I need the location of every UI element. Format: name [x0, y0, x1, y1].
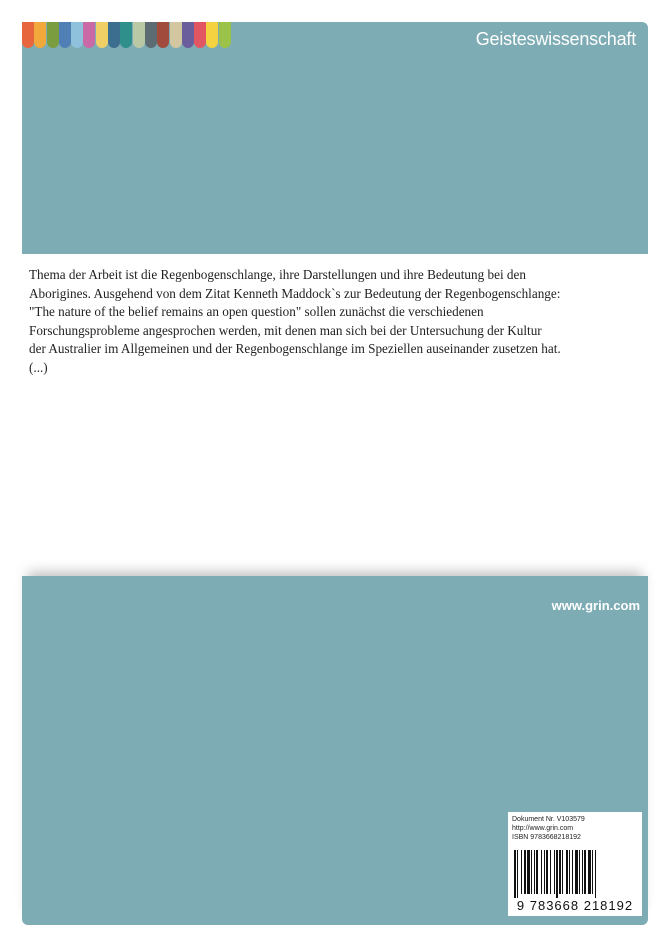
description-line: "The nature of the belief remains an open question" sollen zunächst die verschiedenen [29, 304, 484, 320]
description-line: der Australier im Allgemeinen und der Regenbogenschlange im Speziellen auseinander zusetzen hat. [29, 341, 561, 357]
spine-16 [219, 22, 231, 48]
spine-13 [182, 22, 194, 48]
cover-bottom-panel [22, 576, 648, 925]
spine-1 [34, 22, 46, 48]
description-line: Forschungsprobleme angesprochen werden, mit denen man sich bei der Untersuchung der Kultur [29, 322, 542, 338]
description-line: (...) [29, 359, 48, 375]
barcode-bar [575, 850, 578, 894]
barcode-bar [559, 850, 561, 894]
spine-5 [83, 22, 95, 48]
spine-3 [59, 22, 71, 48]
spine-10 [145, 22, 157, 48]
barcode-bar [588, 850, 591, 894]
spine-0 [22, 22, 34, 48]
barcode-bar [550, 850, 551, 894]
barcode-bar [584, 850, 586, 894]
barcode-label [508, 812, 642, 916]
spine-15 [206, 22, 218, 48]
document-number: Dokument Nr. V103579 [512, 816, 585, 823]
barcode-bar [544, 850, 545, 894]
barcode-bar [527, 850, 530, 894]
spine-14 [194, 22, 206, 48]
spine-12 [170, 22, 182, 48]
description-text [29, 266, 629, 378]
color-spine-strip [22, 22, 231, 48]
isbn-digits: 9 783668 218192 [516, 898, 634, 913]
description-line: Thema der Arbeit ist die Regenbogenschlange, ihre Darstellungen und ihre Bedeutung bei den [29, 267, 526, 282]
barcode-bar [582, 850, 583, 894]
publisher-website[interactable]: www.grin.com [551, 598, 640, 613]
spine-8 [120, 22, 132, 48]
barcode-bar [556, 850, 558, 898]
spine-9 [133, 22, 145, 48]
barcode-bar [595, 850, 596, 898]
cover-top-panel [22, 22, 648, 254]
isbn-label: ISBN 9783668218192 [512, 834, 581, 841]
spine-4 [71, 22, 83, 48]
barcode-bar [562, 850, 563, 894]
barcode-bar [524, 850, 526, 894]
barcode-bar [554, 850, 555, 894]
barcode-bar [514, 850, 516, 898]
series-title: Geisteswissenschaft [475, 29, 636, 49]
barcode-bar [572, 850, 573, 894]
spine-11 [157, 22, 169, 48]
barcode-url: http://www.grin.com [512, 825, 574, 832]
spine-7 [108, 22, 120, 48]
spine-6 [96, 22, 108, 48]
barcode-bars [512, 850, 638, 898]
barcode-bar [521, 850, 522, 894]
barcode-bar [531, 850, 532, 894]
description-line: Aborigines. Ausgehend von dem Zitat Kenneth Maddock`s zur Bedeutung der Regenbogenschlange: [29, 285, 561, 301]
barcode-bar [517, 850, 518, 898]
barcode-bar [541, 850, 542, 894]
spine-2 [47, 22, 59, 48]
barcode-bar [566, 850, 568, 894]
barcode-bar [536, 850, 538, 894]
barcode-bar [546, 850, 548, 894]
barcode-bar [579, 850, 580, 894]
barcode-bar [592, 850, 593, 894]
barcode-bar [534, 850, 535, 894]
barcode-bar [569, 850, 570, 894]
